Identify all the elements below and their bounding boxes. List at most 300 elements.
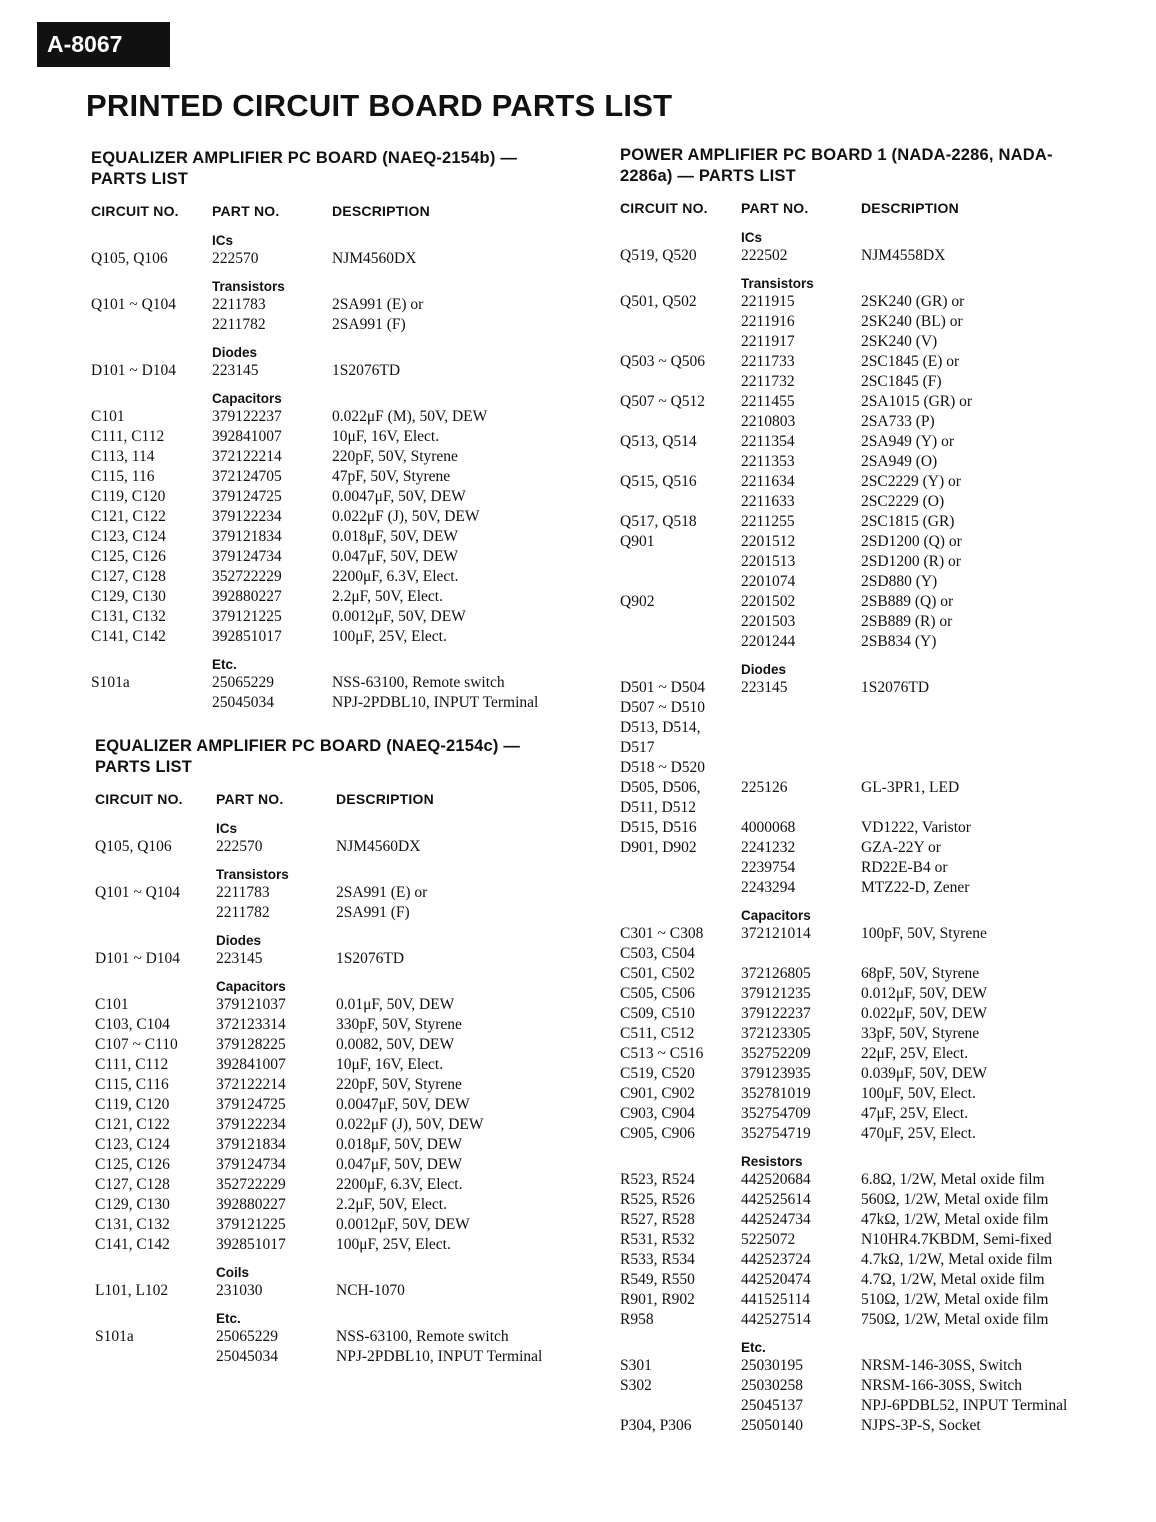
circuit-no: C131, C132 <box>95 1216 170 1233</box>
circuit-no: D901, D902 <box>620 839 697 856</box>
description: 2SB889 (Q) or <box>861 593 954 610</box>
description: NJPS-3P-S, Socket <box>861 1417 981 1434</box>
description: 2SA949 (Y) or <box>861 433 954 450</box>
part-no: 25045034 <box>216 1348 278 1365</box>
part-no: 2201502 <box>741 593 796 610</box>
group-label: ICs <box>741 230 763 245</box>
circuit-no: R531, R532 <box>620 1231 695 1248</box>
table-row <box>620 1190 1140 1210</box>
circuit-no: R901, R902 <box>620 1291 695 1308</box>
part-no: 223145 <box>741 679 788 696</box>
part-no: 25065229 <box>216 1328 278 1345</box>
parts-group <box>95 865 595 923</box>
group-label-row <box>91 389 591 407</box>
description: NSS-63100, Remote switch <box>332 674 505 691</box>
section-title-line-1: POWER AMPLIFIER PC BOARD 1 (NADA-2286, NADA- <box>620 146 1053 164</box>
description: 0.0047μF, 50V, DEW <box>332 488 466 505</box>
description: 2200μF, 6.3V, Elect. <box>332 568 459 585</box>
description: 2SA991 (F) <box>332 316 406 333</box>
description: 33pF, 50V, Styrene <box>861 1025 980 1042</box>
column-header-description: DESCRIPTION <box>332 203 430 219</box>
table-row <box>620 246 1140 266</box>
table-row <box>91 693 591 713</box>
part-no: 2211354 <box>741 433 795 450</box>
table-row <box>95 1015 595 1035</box>
description: 0.047μF, 50V, DEW <box>336 1156 463 1173</box>
group-label-row <box>620 228 1140 246</box>
table-row <box>91 567 591 587</box>
description: 2SB834 (Y) <box>861 633 937 650</box>
part-no: 442520684 <box>741 1171 811 1188</box>
part-no: 379121834 <box>216 1136 286 1153</box>
part-no: 2241232 <box>741 839 796 856</box>
description: 0.022μF (M), 50V, DEW <box>332 408 488 425</box>
part-no: 2211633 <box>741 493 795 510</box>
table-row <box>620 1250 1140 1270</box>
table-row <box>91 547 591 567</box>
table-row <box>620 592 1140 612</box>
table-row <box>620 632 1140 652</box>
circuit-no: C501, C502 <box>620 965 695 982</box>
part-no: 379124725 <box>212 488 282 505</box>
table-row <box>91 627 591 647</box>
description: 2200μF, 6.3V, Elect. <box>336 1176 463 1193</box>
description: RD22E-B4 or <box>861 859 948 876</box>
table-row <box>91 361 591 381</box>
group-label: ICs <box>216 821 238 836</box>
description: 47pF, 50V, Styrene <box>332 468 451 485</box>
section-nada-2286 <box>620 145 1140 1436</box>
description: NSS-63100, Remote switch <box>336 1328 509 1345</box>
circuit-no: C513 ~ C516 <box>620 1045 704 1062</box>
part-no: 2211782 <box>212 316 266 333</box>
description: 0.018μF, 50V, DEW <box>336 1136 463 1153</box>
circuit-no: Q503 ~ Q506 <box>620 353 706 370</box>
table-row <box>620 1044 1140 1064</box>
description: 560Ω, 1/2W, Metal oxide film <box>861 1191 1049 1208</box>
description: NPJ-2PDBL10, INPUT Terminal <box>332 694 539 711</box>
parts-group <box>95 1263 595 1301</box>
table-row <box>620 924 1140 944</box>
part-no: 2211353 <box>741 453 795 470</box>
description: 0.0012μF, 50V, DEW <box>332 608 466 625</box>
circuit-no: S101a <box>95 1328 134 1345</box>
column-header-description: DESCRIPTION <box>336 791 434 807</box>
table-row <box>95 1327 595 1347</box>
description: 1S2076TD <box>336 950 405 967</box>
part-no: 352722229 <box>216 1176 286 1193</box>
part-no: 2201503 <box>741 613 796 630</box>
section-title <box>620 145 1140 187</box>
part-no: 372122214 <box>216 1076 286 1093</box>
part-no: 442520474 <box>741 1271 811 1288</box>
section-title-line-2: PARTS LIST <box>95 758 193 776</box>
table-row <box>620 1024 1140 1044</box>
part-no: 352754709 <box>741 1105 811 1122</box>
circuit-no: S301 <box>620 1357 652 1374</box>
description: 1S2076TD <box>861 679 930 696</box>
part-no: 442524734 <box>741 1211 811 1228</box>
description: 2SA733 (P) <box>861 413 935 430</box>
description: 6.8Ω, 1/2W, Metal oxide film <box>861 1171 1045 1188</box>
group-label-row <box>91 231 591 249</box>
table-row <box>620 332 1140 352</box>
part-no: 352754719 <box>741 1125 811 1142</box>
description: NJM4558DX <box>861 247 946 264</box>
table-row <box>620 452 1140 472</box>
table-row <box>620 778 1140 798</box>
circuit-no: R527, R528 <box>620 1211 695 1228</box>
column-header-circuit: CIRCUIT NO. <box>620 200 708 216</box>
column-header-part: PART NO. <box>741 200 809 216</box>
description: 2SC1845 (F) <box>861 373 942 390</box>
table-row <box>95 1235 595 1255</box>
table-row <box>91 587 591 607</box>
circuit-no: C115, C116 <box>95 1076 169 1093</box>
circuit-no: Q519, Q520 <box>620 247 697 264</box>
table-row <box>95 1195 595 1215</box>
group-label: ICs <box>212 233 234 248</box>
part-no: 379122237 <box>212 408 282 425</box>
part-no: 379121225 <box>212 608 282 625</box>
part-no: 372122214 <box>212 448 282 465</box>
part-no: 222502 <box>741 247 788 264</box>
part-no: 379121037 <box>216 996 286 1013</box>
part-no: 222570 <box>216 838 263 855</box>
part-no: 392851017 <box>216 1236 286 1253</box>
part-no: 372123314 <box>216 1016 286 1033</box>
table-row <box>91 315 591 335</box>
group-label-row <box>91 343 591 361</box>
part-no: 25045034 <box>212 694 274 711</box>
column-header-circuit: CIRCUIT NO. <box>95 791 183 807</box>
circuit-no: C119, C120 <box>91 488 166 505</box>
group-label: Diodes <box>216 933 262 948</box>
description: NJM4560DX <box>336 838 421 855</box>
table-row <box>620 1270 1140 1290</box>
group-label-row <box>620 1152 1140 1170</box>
description: 220pF, 50V, Styrene <box>336 1076 462 1093</box>
description: 100μF, 25V, Elect. <box>332 628 447 645</box>
circuit-no: C123, C124 <box>95 1136 170 1153</box>
description: 2SD1200 (Q) or <box>861 533 962 550</box>
circuit-no: Q901 <box>620 533 655 550</box>
part-no: 2211916 <box>741 313 795 330</box>
section-title <box>91 148 591 190</box>
group-label-row <box>620 660 1140 678</box>
circuit-no: C903, C904 <box>620 1105 695 1122</box>
circuit-no: Q517, Q518 <box>620 513 697 530</box>
description: 0.022μF (J), 50V, DEW <box>336 1116 484 1133</box>
table-row <box>620 798 1140 818</box>
group-label: Capacitors <box>212 391 282 406</box>
group-label: Etc. <box>741 1340 766 1355</box>
description: 2SK240 (GR) or <box>861 293 965 310</box>
description: 100pF, 50V, Styrene <box>861 925 987 942</box>
group-label: Diodes <box>212 345 258 360</box>
circuit-no: C125, C126 <box>91 548 166 565</box>
part-no: 2211782 <box>216 904 270 921</box>
description: 2SA949 (O) <box>861 453 938 470</box>
circuit-no: C519, C520 <box>620 1065 695 1082</box>
description: 47μF, 25V, Elect. <box>861 1105 969 1122</box>
part-no: 379121235 <box>741 985 811 1002</box>
part-no: 392880227 <box>212 588 282 605</box>
description: 0.039μF, 50V, DEW <box>861 1065 988 1082</box>
description: 0.01μF, 50V, DEW <box>336 996 455 1013</box>
part-no: 442525614 <box>741 1191 811 1208</box>
table-row <box>620 292 1140 312</box>
column-header-description: DESCRIPTION <box>861 200 959 216</box>
circuit-no: D505, D506, <box>620 779 701 796</box>
section-title-line-2: 2286a) — PARTS LIST <box>620 167 796 185</box>
table-row <box>620 392 1140 412</box>
description: 68pF, 50V, Styrene <box>861 965 980 982</box>
parts-groups <box>91 231 591 713</box>
table-row <box>620 312 1140 332</box>
group-label-row <box>95 977 595 995</box>
circuit-no: Q507 ~ Q512 <box>620 393 706 410</box>
description: 2SA991 (E) or <box>336 884 428 901</box>
section-title-line-1: EQUALIZER AMPLIFIER PC BOARD (NAEQ-2154b) — <box>91 149 518 167</box>
table-row <box>620 512 1140 532</box>
part-no: 222570 <box>212 250 259 267</box>
description: 10μF, 16V, Elect. <box>336 1056 444 1073</box>
description: 2SB889 (R) or <box>861 613 953 630</box>
circuit-no: C107 ~ C110 <box>95 1036 178 1053</box>
table-row <box>91 607 591 627</box>
table-row <box>95 1175 595 1195</box>
part-no: 2210803 <box>741 413 796 430</box>
parts-group <box>91 231 591 269</box>
description: NRSM-166-30SS, Switch <box>861 1377 1023 1394</box>
parts-groups <box>620 228 1140 1436</box>
circuit-no: C127, C128 <box>95 1176 170 1193</box>
description: 0.0047μF, 50V, DEW <box>336 1096 470 1113</box>
description: 10μF, 16V, Elect. <box>332 428 440 445</box>
group-label-row <box>95 931 595 949</box>
table-row <box>91 467 591 487</box>
section-title <box>95 736 595 778</box>
circuit-no: C111, C112 <box>91 428 165 445</box>
description: 0.0082, 50V, DEW <box>336 1036 455 1053</box>
table-row <box>620 1356 1140 1376</box>
part-no: 352752209 <box>741 1045 811 1062</box>
table-row <box>620 552 1140 572</box>
part-no: 25045137 <box>741 1397 803 1414</box>
table-row <box>620 432 1140 452</box>
table-row <box>91 427 591 447</box>
group-label-row <box>95 1263 595 1281</box>
part-no: 2201513 <box>741 553 796 570</box>
table-row <box>620 352 1140 372</box>
part-no: 5225072 <box>741 1231 796 1248</box>
column-header-row <box>620 200 1140 220</box>
description: 4.7kΩ, 1/2W, Metal oxide film <box>861 1251 1053 1268</box>
circuit-no: D515, D516 <box>620 819 697 836</box>
circuit-no: Q515, Q516 <box>620 473 697 490</box>
section-naeq-2154c <box>95 736 595 1367</box>
table-row <box>620 412 1140 432</box>
description: GZA-22Y or <box>861 839 941 856</box>
circuit-no: C141, C142 <box>91 628 166 645</box>
table-row <box>95 1135 595 1155</box>
circuit-no: C115, 116 <box>91 468 155 485</box>
table-row <box>95 1055 595 1075</box>
group-label-row <box>620 906 1140 924</box>
table-row <box>620 1376 1140 1396</box>
circuit-no: C503, C504 <box>620 945 695 962</box>
table-row <box>95 1035 595 1055</box>
part-no: 2201074 <box>741 573 796 590</box>
part-no: 2201512 <box>741 533 796 550</box>
table-row <box>620 738 1140 758</box>
table-row <box>95 903 595 923</box>
circuit-no: Q105, Q106 <box>95 838 172 855</box>
description: 0.012μF, 50V, DEW <box>861 985 988 1002</box>
description: 2SD1200 (R) or <box>861 553 961 570</box>
part-no: 379128225 <box>216 1036 286 1053</box>
table-row <box>95 949 595 969</box>
group-label: Transistors <box>212 279 285 294</box>
part-no: 392841007 <box>216 1056 286 1073</box>
part-no: 2201244 <box>741 633 796 650</box>
circuit-no: D511, D512 <box>620 799 697 816</box>
table-row <box>620 678 1140 698</box>
circuit-no: C119, C120 <box>95 1096 170 1113</box>
part-no: 2211915 <box>741 293 795 310</box>
section-title-line-2: PARTS LIST <box>91 170 189 188</box>
description: NPJ-6PDBL52, INPUT Terminal <box>861 1397 1068 1414</box>
table-row <box>620 984 1140 1004</box>
part-no: 2211917 <box>741 333 795 350</box>
description: 2SC2229 (O) <box>861 493 945 510</box>
table-row <box>620 838 1140 858</box>
part-no: 379122234 <box>216 1116 286 1133</box>
table-row <box>620 1210 1140 1230</box>
description: 510Ω, 1/2W, Metal oxide film <box>861 1291 1049 1308</box>
description: MTZ22-D, Zener <box>861 879 970 896</box>
circuit-no: C101 <box>95 996 129 1013</box>
description: 0.047μF, 50V, DEW <box>332 548 459 565</box>
circuit-no: R533, R534 <box>620 1251 695 1268</box>
parts-group <box>91 655 591 713</box>
part-no: 2211255 <box>741 513 795 530</box>
description: NPJ-2PDBL10, INPUT Terminal <box>336 1348 543 1365</box>
circuit-no: Q902 <box>620 593 655 610</box>
circuit-no: C111, C112 <box>95 1056 169 1073</box>
table-row <box>95 1155 595 1175</box>
table-row <box>620 1230 1140 1250</box>
circuit-no: C129, C130 <box>91 588 166 605</box>
group-label: Diodes <box>741 662 787 677</box>
parts-group <box>620 1152 1140 1330</box>
table-row <box>91 295 591 315</box>
circuit-no: Q101 ~ Q104 <box>91 296 177 313</box>
circuit-no: D101 ~ D104 <box>91 362 177 379</box>
circuit-no: D518 ~ D520 <box>620 759 706 776</box>
circuit-no: C905, C906 <box>620 1125 695 1142</box>
table-row <box>95 1095 595 1115</box>
part-no: 392880227 <box>216 1196 286 1213</box>
part-no: 25030195 <box>741 1357 803 1374</box>
circuit-no: D507 ~ D510 <box>620 699 706 716</box>
part-no: 392841007 <box>212 428 282 445</box>
part-no: 225126 <box>741 779 788 796</box>
description: VD1222, Varistor <box>861 819 971 836</box>
table-row <box>91 487 591 507</box>
description: N10HR4.7KBDM, Semi-fixed <box>861 1231 1052 1248</box>
section-title-line-1: EQUALIZER AMPLIFIER PC BOARD (NAEQ-2154c) — <box>95 737 521 755</box>
description: 2SA991 (F) <box>336 904 410 921</box>
part-no: 372124705 <box>212 468 282 485</box>
table-row <box>620 1290 1140 1310</box>
group-label: Transistors <box>741 276 814 291</box>
parts-group <box>91 277 591 335</box>
description: 2SA991 (E) or <box>332 296 424 313</box>
part-no: 379121225 <box>216 1216 286 1233</box>
table-row <box>620 1064 1140 1084</box>
circuit-no: L101, L102 <box>95 1282 169 1299</box>
circuit-no: C509, C510 <box>620 1005 695 1022</box>
part-no: 352781019 <box>741 1085 811 1102</box>
column-header-row <box>95 791 595 811</box>
part-no: 379124734 <box>212 548 282 565</box>
part-no: 25030258 <box>741 1377 803 1394</box>
description: 2SD880 (Y) <box>861 573 938 590</box>
table-row <box>620 1310 1140 1330</box>
table-row <box>620 532 1140 552</box>
description: 0.022μF, 50V, DEW <box>861 1005 988 1022</box>
circuit-no: C113, 114 <box>91 448 155 465</box>
description: 2.2μF, 50V, Elect. <box>332 588 443 605</box>
circuit-no: C141, C142 <box>95 1236 170 1253</box>
part-no: 372121014 <box>741 925 811 942</box>
group-label-row <box>91 277 591 295</box>
description: 2SC1845 (E) or <box>861 353 960 370</box>
part-no: 379121834 <box>212 528 282 545</box>
circuit-no: P304, P306 <box>620 1417 692 1434</box>
table-row <box>95 1281 595 1301</box>
description: 0.0012μF, 50V, DEW <box>336 1216 470 1233</box>
circuit-no: C125, C126 <box>95 1156 170 1173</box>
parts-group <box>91 389 591 647</box>
table-row <box>620 698 1140 718</box>
column-header-part: PART NO. <box>216 791 284 807</box>
description: 2.2μF, 50V, Elect. <box>336 1196 447 1213</box>
page-title: PRINTED CIRCUIT BOARD PARTS LIST <box>86 88 673 123</box>
circuit-no: C127, C128 <box>91 568 166 585</box>
group-label-row <box>620 1338 1140 1356</box>
part-no: 392851017 <box>212 628 282 645</box>
table-row <box>620 944 1140 964</box>
table-row <box>95 1075 595 1095</box>
part-no: 2211783 <box>212 296 266 313</box>
table-row <box>620 878 1140 898</box>
group-label: Resistors <box>741 1154 803 1169</box>
circuit-no: Q105, Q106 <box>91 250 168 267</box>
table-row <box>620 758 1140 778</box>
circuit-no: D517 <box>620 739 655 756</box>
description: 100μF, 50V, Elect. <box>861 1085 976 1102</box>
description: 4.7Ω, 1/2W, Metal oxide film <box>861 1271 1045 1288</box>
parts-group <box>95 977 595 1255</box>
table-row <box>620 572 1140 592</box>
circuit-no: C121, C122 <box>91 508 166 525</box>
circuit-no: Q501, Q502 <box>620 293 697 310</box>
table-row <box>91 673 591 693</box>
circuit-no: S101a <box>91 674 130 691</box>
